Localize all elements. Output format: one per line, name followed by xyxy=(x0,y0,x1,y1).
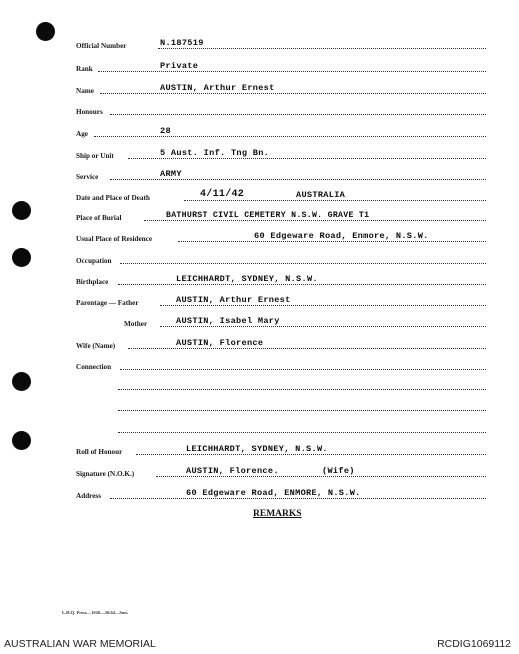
dotted-line xyxy=(178,241,486,242)
remarks-heading: REMARKS xyxy=(253,509,302,519)
connection-continuation-line-1 xyxy=(118,389,486,390)
dotted-line xyxy=(100,93,486,94)
archive-record-id: RCDIG1069112 xyxy=(437,638,511,650)
roll-of-honour-label: Roll of Honour xyxy=(76,448,123,456)
dotted-line xyxy=(128,348,486,349)
field-occupation xyxy=(76,251,486,267)
ship-or-unit-value: 5 Aust. Inf. Tng Bn. xyxy=(160,148,270,158)
dotted-line xyxy=(110,498,486,499)
dotted-line xyxy=(94,136,486,137)
name-value: AUSTIN, Arthur Ernest xyxy=(160,83,275,93)
death-place-value: AUSTRALIA xyxy=(296,190,346,200)
signature-relation-value: (Wife) xyxy=(322,466,355,476)
dotted-line xyxy=(160,305,486,306)
dotted-line xyxy=(136,454,486,455)
field-wife-name xyxy=(76,336,486,352)
archive-name: AUSTRALIAN WAR MEMORIAL xyxy=(4,638,156,650)
roll-of-honour-value: LEICHHARDT, SYDNEY, N.S.W. xyxy=(186,444,328,454)
address-label: Address xyxy=(76,492,102,500)
parentage-father-value: AUSTIN, Arthur Ernest xyxy=(176,295,291,305)
dotted-line xyxy=(158,48,486,49)
field-service xyxy=(76,167,486,183)
connection-continuation-line-2 xyxy=(118,410,486,411)
service-value: ARMY xyxy=(160,169,182,179)
dotted-line xyxy=(144,220,486,221)
signature-nok-label: Signature (N.O.K.) xyxy=(76,470,135,478)
date-place-of-death-label: Date and Place of Death xyxy=(76,194,150,202)
dotted-line xyxy=(156,476,486,477)
dotted-line xyxy=(128,158,486,159)
dotted-line xyxy=(160,326,486,327)
rank-value: Private xyxy=(160,61,199,71)
field-honours xyxy=(76,102,486,118)
field-connection xyxy=(76,357,486,373)
field-age xyxy=(76,124,486,140)
field-parentage-father xyxy=(76,293,486,309)
official-number-label: Official Number xyxy=(76,42,127,50)
dotted-line xyxy=(110,179,486,180)
dotted-line xyxy=(120,369,486,370)
dotted-line xyxy=(120,263,486,264)
field-date-place-of-death xyxy=(76,188,486,204)
dotted-line xyxy=(118,284,486,285)
field-signature-nok xyxy=(76,464,486,480)
place-of-burial-value: BATHURST CIVIL CEMETERY N.S.W. GRAVE T1 xyxy=(166,211,370,220)
field-usual-residence xyxy=(76,229,486,245)
field-rank xyxy=(76,59,486,75)
punch-hole-lower-upper xyxy=(12,372,31,391)
field-official-number xyxy=(76,36,486,52)
rank-label: Rank xyxy=(76,65,93,73)
connection-continuation-line-3 xyxy=(118,432,486,433)
parentage-mother-value: AUSTIN, Isabel Mary xyxy=(176,316,280,326)
punch-hole-middle-lower xyxy=(12,248,31,267)
dotted-line xyxy=(184,200,486,201)
connection-label: Connection xyxy=(76,363,112,371)
punch-hole-top xyxy=(36,22,55,41)
age-value: 28 xyxy=(160,126,171,136)
address-value: 60 Edgeware Road, ENMORE, N.S.W. xyxy=(186,488,361,498)
field-roll-of-honour xyxy=(76,442,486,458)
death-date-value: 4/11/42 xyxy=(200,189,245,200)
dotted-line xyxy=(110,114,486,115)
punch-hole-lower-lower xyxy=(12,431,31,450)
place-of-burial-label: Place of Burial xyxy=(76,214,122,222)
birthplace-value: LEICHHARDT, SYDNEY, N.S.W. xyxy=(176,274,318,284)
signature-nok-value: AUSTIN, Florence. xyxy=(186,466,279,476)
usual-residence-value: 60 Edgeware Road, Enmore, N.S.W. xyxy=(254,231,429,241)
printer-imprint: L.H.Q. Press—1026—26/44—Sun. xyxy=(62,610,129,615)
field-place-of-burial xyxy=(76,208,486,224)
usual-residence-label: Usual Place of Residence xyxy=(76,235,153,243)
honours-label: Honours xyxy=(76,108,103,116)
wife-name-label: Wife (Name) xyxy=(76,342,116,350)
field-name xyxy=(76,81,486,97)
field-ship-or-unit xyxy=(76,146,486,162)
parentage-father-label: Parentage — Father xyxy=(76,299,139,307)
service-label: Service xyxy=(76,173,99,181)
wife-name-value: AUSTIN, Florence xyxy=(176,338,264,348)
field-address xyxy=(76,486,486,502)
birthplace-label: Birthplace xyxy=(76,278,109,286)
field-parentage-mother xyxy=(76,314,486,330)
parentage-mother-label: Mother xyxy=(124,320,148,328)
occupation-label: Occupation xyxy=(76,257,112,265)
field-birthplace xyxy=(76,272,486,288)
ship-or-unit-label: Ship or Unit xyxy=(76,152,114,160)
name-label: Name xyxy=(76,87,94,95)
archive-footer xyxy=(0,637,519,654)
dotted-line xyxy=(98,71,486,72)
punch-hole-middle-upper xyxy=(12,201,31,220)
age-label: Age xyxy=(76,130,88,138)
official-number-value: N.187519 xyxy=(160,38,204,48)
